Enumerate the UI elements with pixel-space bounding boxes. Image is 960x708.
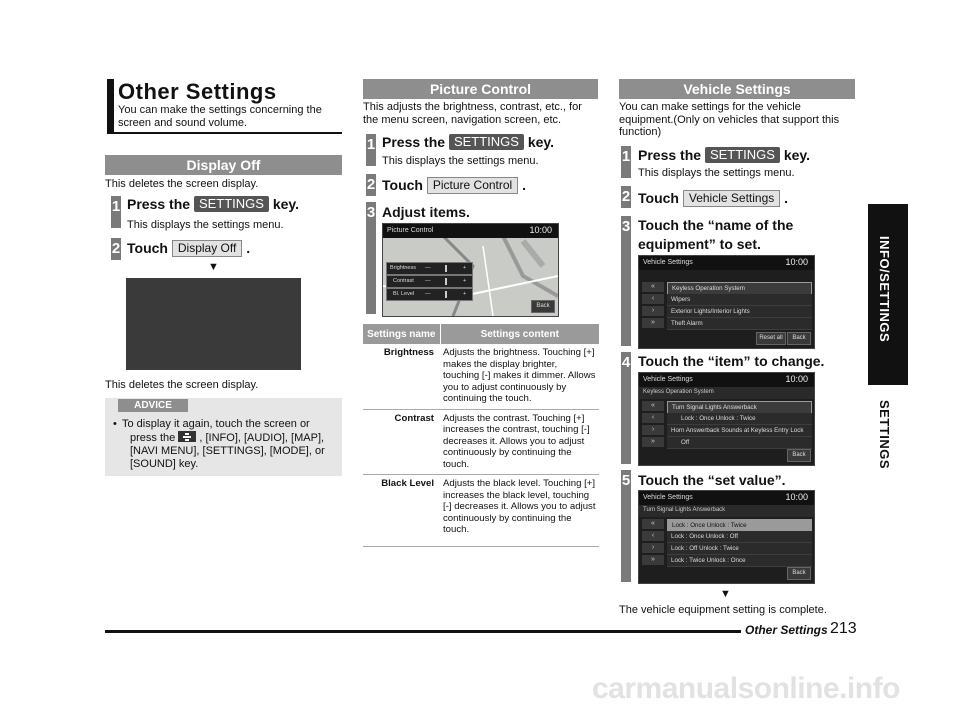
step-text: Press the xyxy=(127,196,191,212)
advice-label: ADVICE xyxy=(118,399,188,412)
blank-screen-image xyxy=(126,278,301,370)
down-arrow: ▼ xyxy=(208,261,219,273)
settings-key-badge: SETTINGS xyxy=(449,134,524,150)
level-indicator xyxy=(445,265,447,272)
step-text: key. xyxy=(272,196,300,212)
screen-subtitle xyxy=(639,505,814,517)
list-item[interactable]: Lock : Once Unlock : Twice xyxy=(667,519,812,532)
adjust-row-contrast xyxy=(386,275,473,288)
list-item[interactable]: Lock : Off Unlock : Twice xyxy=(667,543,812,555)
list-item[interactable]: Lock : Once Unlock : Off xyxy=(667,531,812,543)
display-off-step2-title xyxy=(127,240,250,257)
page-down-button[interactable]: » xyxy=(642,437,664,447)
scroll-up-button[interactable]: ‹ xyxy=(642,531,664,541)
advice-line: [NAVI MENU], [SETTINGS], [MODE], or xyxy=(130,445,325,457)
step-text: . xyxy=(246,240,251,256)
picture-control-step3-title: Adjust items. xyxy=(382,204,470,220)
step-number: 4 xyxy=(621,352,631,464)
back-button[interactable]: Back xyxy=(787,567,811,580)
screen-subtitle-text: Keyless Operation System xyxy=(643,389,714,395)
adjust-row-black-level xyxy=(386,288,473,301)
page-up-button[interactable]: « xyxy=(642,401,664,411)
step-number: 5 xyxy=(621,470,631,582)
back-button[interactable]: Back xyxy=(787,332,811,345)
screen-header xyxy=(383,224,558,238)
step-text: key. xyxy=(527,134,555,150)
level-indicator xyxy=(445,278,447,285)
table-row xyxy=(363,475,599,547)
step-text: Press the xyxy=(382,134,446,150)
step-text: Touch xyxy=(638,190,679,206)
setting-name: Black Level xyxy=(363,475,440,547)
vehicle-settings-button-badge: Vehicle Settings xyxy=(683,190,780,207)
advice-bullet: • xyxy=(113,418,117,430)
table-header-row xyxy=(363,324,599,344)
setting-name: Brightness xyxy=(363,344,440,409)
other-settings-intro: You can make the settings concerning the screen and sound volume. xyxy=(118,104,322,129)
table-header-content: Settings content xyxy=(440,324,599,344)
screen-title: Vehicle Settings xyxy=(643,494,693,501)
advice-line-post: , [INFO], [AUDIO], [MAP], xyxy=(199,432,325,444)
minus-button[interactable]: — xyxy=(425,291,431,297)
screen-clock: 10:00 xyxy=(785,374,808,384)
advice-line-pre: press the xyxy=(130,432,176,444)
adjust-row-label: Contrast xyxy=(393,278,414,284)
step-number: 2 xyxy=(621,186,631,208)
adjust-row-brightness xyxy=(386,262,473,275)
setting-content: Adjusts the contrast. Touching [+] increases the contrast, touching [-] decreases it. Allows you to adjust continuously by continuing the touch. xyxy=(440,409,599,475)
screen-title: Picture Control xyxy=(387,227,434,234)
picture-control-screen xyxy=(382,223,559,317)
display-off-step1-title xyxy=(127,196,299,212)
table-row xyxy=(363,409,599,475)
down-arrow: ▼ xyxy=(720,588,731,600)
vehicle-settings-screen-2 xyxy=(638,372,815,466)
list-item[interactable]: Wipers xyxy=(667,294,812,306)
step-text: Press the xyxy=(638,147,702,163)
map-key-icon xyxy=(178,431,196,442)
screen-header xyxy=(639,256,814,270)
footer-title: Other Settings xyxy=(745,623,828,637)
page-up-button[interactable]: « xyxy=(642,519,664,529)
step-text: . xyxy=(522,177,527,193)
step-text: Touch xyxy=(382,177,423,193)
list-item-value[interactable]: Lock : Once Unlock : Twice xyxy=(667,413,812,425)
reset-all-button[interactable]: Reset all xyxy=(756,332,786,345)
step-number: 1 xyxy=(111,196,121,228)
screen-title: Vehicle Settings xyxy=(643,376,693,383)
picture-control-desc: This adjusts the brightness, contrast, etc., for the menu screen, navigation screen, etc. xyxy=(363,101,582,126)
vehicle-step3-title xyxy=(638,216,793,254)
settings-table-wrap xyxy=(363,324,599,547)
screen-clock: 10:00 xyxy=(785,257,808,267)
display-off-header: Display Off xyxy=(105,155,342,175)
adjust-row-label: Bl. Level xyxy=(393,291,415,297)
picture-control-step1-sub: This displays the settings menu. xyxy=(382,155,539,167)
minus-button[interactable]: — xyxy=(425,265,431,271)
list-item[interactable]: Exterior Lights/Interior Lights xyxy=(667,306,812,318)
vehicle-step1-sub: This displays the settings menu. xyxy=(638,167,795,179)
list-item[interactable]: Lock : Twice Unlock : Once xyxy=(667,555,812,567)
plus-button[interactable]: + xyxy=(463,278,467,284)
level-indicator xyxy=(445,291,447,298)
vehicle-step2-title xyxy=(638,190,788,207)
other-settings-accent-bar xyxy=(107,79,114,133)
advice-text xyxy=(122,418,342,471)
scroll-down-button[interactable]: › xyxy=(642,425,664,435)
page-number: 213 xyxy=(830,620,857,637)
page-down-button[interactable]: » xyxy=(642,318,664,328)
step-text: Touch xyxy=(127,240,168,256)
minus-button[interactable]: — xyxy=(425,278,431,284)
step-text: . xyxy=(784,190,789,206)
settings-key-badge: SETTINGS xyxy=(705,147,780,163)
list-item[interactable]: Theft Alarm xyxy=(667,318,812,330)
advice-line: [SOUND] key. xyxy=(130,458,199,470)
vehicle-settings-header: Vehicle Settings xyxy=(619,79,855,99)
step-title-line: Touch the “name of the xyxy=(638,217,794,233)
back-button[interactable]: Back xyxy=(787,449,811,462)
screen-clock: 10:00 xyxy=(529,225,552,235)
settings-key-badge: SETTINGS xyxy=(194,196,269,212)
table-header-name: Settings name xyxy=(363,324,440,344)
vehicle-settings-desc: You can make settings for the vehicle equipment.(Only on vehicles that support this function) xyxy=(619,101,840,138)
step-number: 2 xyxy=(111,238,121,260)
page-down-button[interactable]: » xyxy=(642,555,664,565)
scroll-down-button[interactable]: › xyxy=(642,306,664,316)
setting-content: Adjusts the black level. Touching [+] increases the black level, touching [-] decreases it. Allows you to adjust continuously by continuing the touch. xyxy=(440,475,599,547)
setting-content: Adjusts the brightness. Touching [+] makes the display brighter, touching [-] makes it dimmer. Allows you to adjust continuously by continuing the touch. xyxy=(440,344,599,409)
display-off-step1-sub: This displays the settings menu. xyxy=(127,219,284,231)
vehicle-step1-title xyxy=(638,147,810,163)
side-tab-light-label: SETTINGS xyxy=(877,400,892,470)
picture-control-step1-title xyxy=(382,134,554,150)
step-number: 3 xyxy=(621,216,631,346)
screen-title: Vehicle Settings xyxy=(643,259,693,266)
adjust-row-label: Brightness xyxy=(390,265,416,271)
step-number: 1 xyxy=(366,134,376,166)
vehicle-settings-screen-3 xyxy=(638,490,815,584)
watermark: carmanualsonline.info xyxy=(592,672,900,705)
screen-header xyxy=(639,373,814,387)
screen-subtitle-text: Turn Signal Lights Answerback xyxy=(643,507,726,513)
step-number: 2 xyxy=(366,174,376,196)
list-item-value[interactable]: Off xyxy=(667,437,812,449)
settings-table xyxy=(363,324,599,547)
list-item[interactable]: Keyless Operation System xyxy=(667,282,812,295)
advice-line: To display it again, touch the screen or xyxy=(122,418,310,430)
display-off-result: This deletes the screen display. xyxy=(105,379,259,391)
display-off-desc: This deletes the screen display. xyxy=(105,178,259,190)
vehicle-step4-title: Touch the “item” to change. xyxy=(638,353,825,369)
plus-button[interactable]: + xyxy=(463,265,467,271)
table-row xyxy=(363,344,599,409)
back-button[interactable]: Back xyxy=(531,300,555,313)
step-title-line: equipment” to set. xyxy=(638,236,761,252)
list-item[interactable]: Horn Answerback Sounds at Keyless Entry Lock xyxy=(667,425,812,437)
picture-control-header: Picture Control xyxy=(363,79,598,99)
vehicle-settings-result: The vehicle equipment setting is complete. xyxy=(619,604,827,616)
footer-rule xyxy=(105,630,741,633)
display-off-button-badge: Display Off xyxy=(172,240,242,257)
picture-control-button-badge: Picture Control xyxy=(427,177,518,194)
step-number: 3 xyxy=(366,202,376,314)
scroll-up-button[interactable]: ‹ xyxy=(642,413,664,423)
page-up-button[interactable]: « xyxy=(642,282,664,292)
vehicle-settings-screen-1 xyxy=(638,255,815,349)
title-underline xyxy=(107,132,342,134)
step-number: 1 xyxy=(621,146,631,178)
screen-clock: 10:00 xyxy=(785,492,808,502)
page-title: Other Settings xyxy=(118,79,277,104)
picture-control-step2-title xyxy=(382,177,526,194)
screen-header xyxy=(639,491,814,505)
screen-subtitle xyxy=(639,387,814,399)
plus-button[interactable]: + xyxy=(463,291,467,297)
step-text: key. xyxy=(783,147,811,163)
scroll-down-button[interactable]: › xyxy=(642,543,664,553)
setting-name: Contrast xyxy=(363,409,440,475)
list-item[interactable]: Turn Signal Lights Answerback xyxy=(667,401,812,414)
side-tab-dark-label: INFO/SETTINGS xyxy=(877,236,892,343)
advice-line xyxy=(122,431,342,445)
vehicle-step5-title: Touch the “set value”. xyxy=(638,472,786,488)
scroll-up-button[interactable]: ‹ xyxy=(642,294,664,304)
